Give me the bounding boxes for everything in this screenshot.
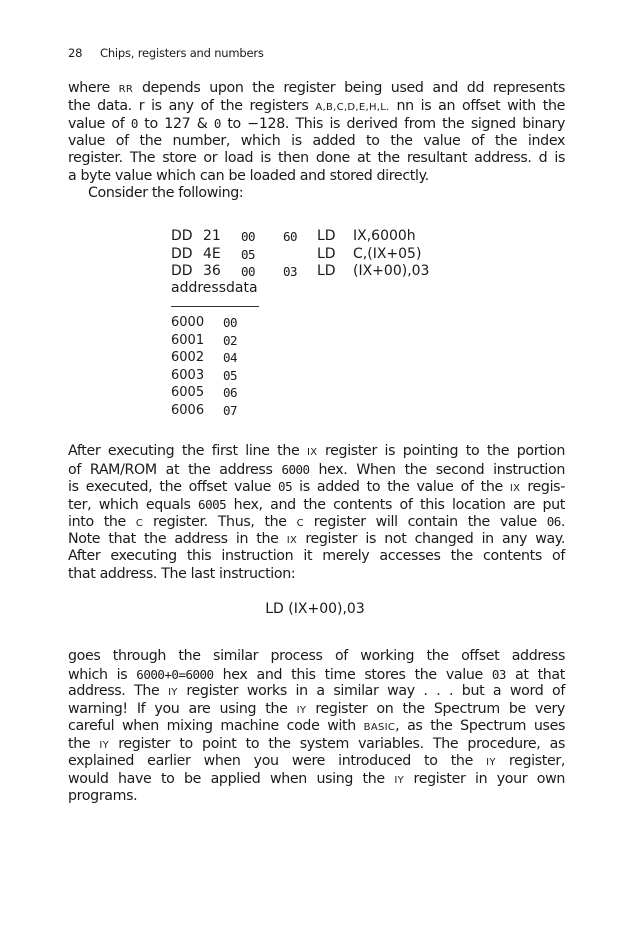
- text-run: is executed, the offset value: [68, 479, 279, 495]
- numeric-value: 0: [213, 116, 221, 131]
- code-op4: 60: [283, 229, 298, 244]
- text-run: nn is an offset with the: [389, 97, 565, 114]
- memory-data: 04: [223, 350, 238, 365]
- text-run: register is not changed in any way.: [297, 530, 565, 547]
- text-run: which is: [68, 666, 137, 683]
- text-line: [68, 115, 565, 133]
- text-run: After executing this instruction it merely accesses the contents of: [68, 548, 565, 564]
- memory-address: 6002: [171, 350, 205, 365]
- text-run: register. Thus, the: [143, 514, 297, 530]
- memory-data: 02: [223, 332, 238, 348]
- text-run: careful when mixing machine code with: [68, 718, 364, 734]
- memory-row: [171, 367, 291, 385]
- text-run: register,: [495, 753, 566, 769]
- text-run: register to point to the system variables. The procedure, as: [109, 735, 565, 752]
- numeric-value: 0: [130, 116, 138, 131]
- text-run: ter, which equals: [68, 496, 199, 513]
- text-run: depends upon the register being used and dd represents: [133, 80, 566, 96]
- small-caps-term: C: [296, 518, 304, 529]
- text-line: [68, 648, 565, 666]
- code-op1: DD: [171, 245, 193, 262]
- text-line: [68, 80, 565, 98]
- text-line: [68, 478, 565, 496]
- memory-address: 6001: [171, 332, 205, 348]
- code-op4: 03: [283, 264, 298, 279]
- text-line: [68, 461, 565, 479]
- text-line: [68, 548, 565, 566]
- text-run: value of: [68, 116, 131, 132]
- text-run: a byte value which can be loaded and stored directly.: [68, 167, 429, 184]
- text-line: [68, 788, 565, 806]
- text-run: to 127 &: [137, 116, 214, 132]
- text-line: [68, 666, 565, 684]
- memory-data: 00: [223, 315, 238, 330]
- paragraph-explanation: [68, 443, 565, 583]
- page-number: 28: [68, 46, 83, 60]
- small-caps-term: IY: [486, 757, 496, 768]
- numeric-value: 03: [491, 666, 506, 682]
- small-caps-term: RR: [118, 84, 134, 95]
- text-run: After executing the first line the: [68, 443, 307, 459]
- paragraph-definitions: [68, 80, 565, 185]
- memory-data: 05: [223, 367, 238, 383]
- text-line: [68, 443, 565, 461]
- text-run: would have to be applied when using the: [68, 770, 395, 787]
- code-arg: (IX+00),03: [353, 263, 430, 279]
- small-caps-term: IY: [99, 739, 110, 751]
- code-arg: IX,6000h: [353, 228, 416, 244]
- text-line: [68, 718, 565, 736]
- text-line: [68, 771, 565, 789]
- code-op3: 00: [241, 229, 256, 244]
- text-run: that address. The last instruction:: [68, 565, 296, 582]
- text-run: into the: [68, 514, 136, 530]
- memory-row: [171, 349, 291, 367]
- code-mn: LD: [317, 245, 336, 262]
- small-caps-term: IX: [286, 534, 298, 546]
- text-run: register will contain the value: [303, 514, 547, 530]
- text-run: Note that the address in the: [68, 530, 287, 547]
- text-run: register. The store or load is then done at the resultant address. d is: [68, 150, 565, 166]
- text-run: warning! If you are using the: [68, 700, 297, 717]
- text-run: .: [560, 514, 565, 530]
- code-mn: LD: [317, 263, 336, 279]
- text-line: [68, 496, 565, 514]
- text-run: regis-: [520, 479, 565, 495]
- memory-address: 6006: [171, 402, 205, 418]
- text-run: hex. When the second instruction: [309, 461, 565, 478]
- numeric-value: 06: [546, 514, 561, 529]
- text-run: of RAM/ROM at the address: [68, 461, 282, 478]
- text-run: at that: [505, 666, 565, 683]
- running-header: [68, 46, 264, 60]
- code-op2: 21: [203, 228, 221, 244]
- code-op1: DD: [171, 263, 193, 279]
- memory-row: [171, 384, 291, 402]
- text-line: [68, 168, 565, 186]
- consider-text: Consider the following:: [88, 185, 244, 201]
- text-line: [68, 683, 565, 701]
- consider-line: [68, 185, 565, 203]
- memory-address: 6005: [171, 385, 205, 400]
- table-header-label: addressdata: [171, 280, 258, 296]
- text-run: hex, and the contents of this location are put: [226, 496, 565, 513]
- text-run: register on the Spectrum be very: [306, 700, 566, 717]
- text-run: to −128. This is derived from the signed binary: [220, 116, 565, 132]
- code-op2: 36: [203, 263, 221, 279]
- text-run: address. The: [68, 683, 169, 699]
- text-run: explained earlier when you were introduced to the: [68, 753, 487, 769]
- text-line: [68, 531, 565, 549]
- code-op3: 05: [241, 246, 256, 262]
- text-run: goes through the similar process of working the offset address: [68, 648, 565, 664]
- memory-row: [171, 332, 291, 350]
- small-caps-term: IY: [394, 774, 404, 786]
- small-caps-term: C: [135, 518, 144, 529]
- text-run: is added to the value of the: [292, 479, 510, 495]
- memory-data: 06: [223, 385, 238, 400]
- text-line: [68, 566, 565, 584]
- numeric-value: 6005: [198, 496, 227, 512]
- small-caps-term: BASIC: [363, 722, 396, 733]
- small-caps-term: A,B,C,D,E,H,L.: [315, 101, 390, 113]
- text-run: where: [68, 80, 119, 96]
- numeric-value: 6000: [281, 461, 310, 477]
- text-run: value of the number, which is added to the value of the index: [68, 132, 565, 149]
- memory-data: 07: [223, 402, 238, 418]
- centered-instruction: LD (IX+00),03: [265, 601, 365, 617]
- text-run: register is pointing to the portion: [317, 443, 565, 459]
- memory-row: [171, 402, 291, 420]
- paragraph-iy-warning: [68, 648, 565, 806]
- text-run: register in your own: [404, 770, 566, 787]
- text-line: [68, 150, 565, 168]
- text-run: register works in a similar way . . . but a word of: [177, 683, 565, 699]
- text-line: [68, 98, 565, 116]
- memory-row: [171, 314, 291, 332]
- small-caps-term: IX: [306, 447, 318, 458]
- text-run: , as the Spectrum uses: [395, 718, 565, 734]
- running-title: Chips, registers and numbers: [100, 46, 264, 60]
- text-run: the data. r is any of the registers: [68, 97, 316, 114]
- small-caps-term: IX: [509, 483, 521, 494]
- code-op3: 00: [241, 264, 256, 279]
- small-caps-term: IY: [296, 704, 307, 716]
- text-line: [68, 736, 565, 754]
- memory-address: 6000: [171, 315, 205, 330]
- text-line: [68, 133, 565, 151]
- table-divider: [171, 306, 259, 307]
- text-line: [68, 701, 565, 719]
- code-arg: C,(IX+05): [353, 245, 422, 262]
- code-op1: DD: [171, 228, 193, 244]
- text-line: [68, 753, 565, 771]
- numeric-value: 05: [278, 479, 293, 494]
- numeric-value: 6000+0=6000: [136, 666, 214, 682]
- memory-table: [171, 314, 291, 419]
- text-line: [68, 513, 565, 531]
- small-caps-term: IY: [168, 687, 178, 698]
- code-op2: 4E: [203, 245, 221, 262]
- text-run: hex and this time stores the value: [213, 666, 492, 683]
- code-mn: LD: [317, 228, 336, 244]
- text-run: the: [68, 735, 100, 752]
- text-run: programs.: [68, 788, 138, 804]
- memory-address: 6003: [171, 367, 205, 383]
